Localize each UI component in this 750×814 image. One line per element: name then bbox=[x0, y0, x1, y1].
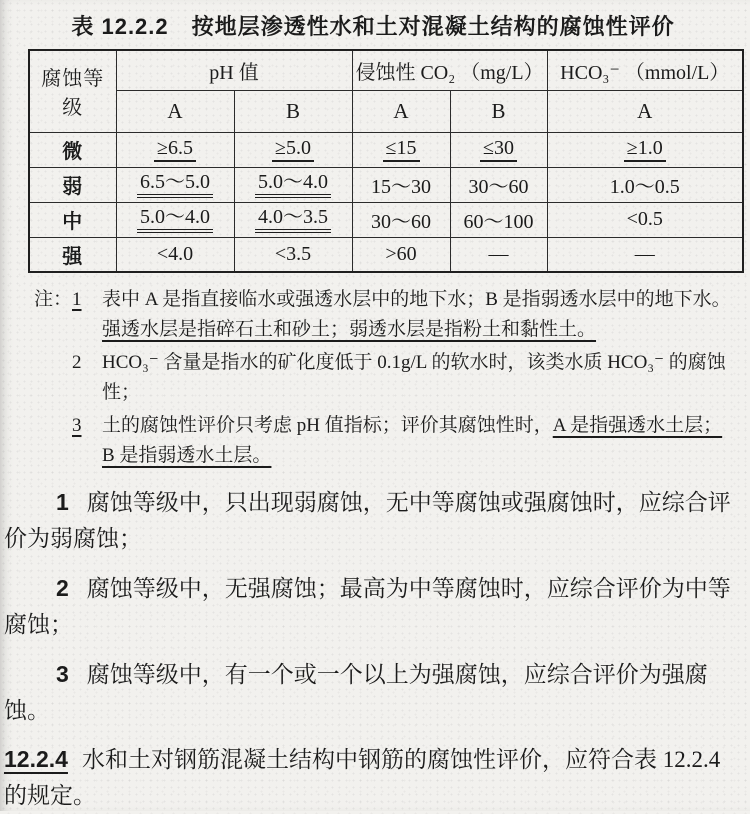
cell-value: ≤15 bbox=[383, 137, 420, 162]
cell-value: <0.5 bbox=[626, 208, 663, 230]
cell-value: 5.0～4.0 bbox=[137, 206, 213, 233]
note-1 bbox=[34, 285, 732, 345]
table-cell bbox=[547, 132, 743, 167]
table-cell bbox=[450, 202, 547, 237]
clause-text: 腐蚀等级中，有一个或一个以上为强腐蚀，应综合评价为强腐蚀。 bbox=[4, 662, 708, 723]
cell-value: <4.0 bbox=[156, 242, 194, 265]
clause-number: 1 bbox=[56, 489, 69, 515]
clause-number: 3 bbox=[56, 661, 69, 687]
note-text bbox=[102, 348, 732, 408]
note-number: 2 bbox=[72, 352, 82, 373]
note-text bbox=[102, 285, 732, 345]
cell-value: 30～60 bbox=[468, 176, 529, 198]
header-ph-group: pH 值 bbox=[116, 50, 352, 90]
clauses-block bbox=[4, 484, 742, 729]
table-header-group-row bbox=[29, 50, 743, 90]
cell-value: 60～100 bbox=[463, 211, 534, 233]
grade-label: 中 bbox=[29, 202, 116, 237]
table-cell bbox=[450, 237, 547, 272]
cell-value: 4.0～3.5 bbox=[255, 206, 331, 233]
table-cell bbox=[234, 167, 352, 202]
table-cell bbox=[116, 237, 234, 272]
note-text-plain: HCO₃⁻ 含量是指水的矿化度低于 0.1g/L 的软水时，该类水质 HCO₃⁻ 的腐蚀性； bbox=[102, 352, 726, 403]
table-cell bbox=[234, 132, 352, 167]
table-cell bbox=[352, 132, 450, 167]
clause-1 bbox=[4, 484, 742, 557]
table-caption: 表 12.2.2 按地层渗透性水和土对混凝土结构的腐蚀性评价 bbox=[71, 14, 675, 39]
section-text: 水和土对钢筋混凝土结构中钢筋的腐蚀性评价，应符合表 12.2.4 的规定。 bbox=[4, 747, 721, 808]
clause-3 bbox=[4, 656, 742, 729]
clause-number: 2 bbox=[56, 575, 69, 601]
table-cell bbox=[116, 202, 234, 237]
table-row-slight bbox=[29, 132, 743, 167]
table-cell bbox=[234, 202, 352, 237]
grade-label: 强 bbox=[29, 237, 116, 272]
header-co2-b: B bbox=[450, 90, 547, 132]
section-12-2-4 bbox=[4, 741, 742, 814]
table-cell bbox=[116, 132, 234, 167]
table-cell bbox=[547, 202, 743, 237]
table-cell bbox=[352, 167, 450, 202]
table-header-sub-row bbox=[29, 90, 743, 132]
cell-value: ≥6.5 bbox=[154, 137, 196, 162]
cell-value: 5.0～4.0 bbox=[255, 171, 331, 198]
cell-value: 15～30 bbox=[371, 176, 432, 198]
table-cell bbox=[116, 167, 234, 202]
notes-block bbox=[34, 285, 732, 471]
clause-text: 腐蚀等级中，无强腐蚀；最高为中等腐蚀时，应综合评价为中等腐蚀； bbox=[4, 576, 731, 637]
note-text-plain: 土的腐蚀性评价只考虑 pH 值指标；评价其腐蚀性时， bbox=[102, 415, 553, 436]
table-cell bbox=[450, 167, 547, 202]
cell-value: 1.0～0.5 bbox=[609, 176, 680, 198]
cell-value: ≥1.0 bbox=[624, 137, 666, 162]
header-co2-a: A bbox=[352, 90, 450, 132]
corrosion-evaluation-table bbox=[28, 49, 744, 273]
cell-value: >60 bbox=[385, 242, 417, 265]
note-text-plain: 表中 A 是指直接临水或强透水层中的地下水；B 是指弱透水层中的地下水。 bbox=[102, 289, 731, 310]
note-text bbox=[102, 411, 732, 471]
table-row-strong bbox=[29, 237, 743, 272]
notes-label: 注： bbox=[34, 289, 73, 310]
cell-value: — bbox=[634, 242, 655, 265]
note-text-underlined: 强透水层是指碎石土和砂土；弱透水层是指粉土和黏性土。 bbox=[102, 319, 597, 340]
grade-label: 微 bbox=[29, 132, 116, 167]
clause-text: 腐蚀等级中，只出现弱腐蚀，无中等腐蚀或强腐蚀时，应综合评价为弱腐蚀； bbox=[4, 490, 731, 551]
cell-value: 30～60 bbox=[371, 211, 432, 233]
note-2 bbox=[34, 348, 732, 408]
cell-value: ≥5.0 bbox=[272, 137, 314, 162]
header-ph-b: B bbox=[234, 90, 352, 132]
note-text-underlined: A 是指强透水土层；B 是指弱透水土层。 bbox=[102, 415, 723, 466]
note-3 bbox=[34, 411, 732, 471]
header-co2-group: 侵蚀性 CO₂ （mg/L） bbox=[352, 50, 547, 90]
header-ph-a: A bbox=[116, 90, 234, 132]
table-cell bbox=[352, 237, 450, 272]
clause-2 bbox=[4, 570, 742, 643]
cell-value: — bbox=[488, 242, 509, 265]
cell-value: <3.5 bbox=[274, 242, 312, 265]
table-cell bbox=[547, 167, 743, 202]
note-number: 3 bbox=[72, 415, 82, 436]
cell-value: 6.5～5.0 bbox=[137, 171, 213, 198]
table-cell bbox=[547, 237, 743, 272]
table-row-medium bbox=[29, 202, 743, 237]
header-hco3-group: HCO₃⁻ （mmol/L） bbox=[547, 50, 743, 90]
table-row-weak bbox=[29, 167, 743, 202]
header-hco3-a: A bbox=[547, 90, 743, 132]
grade-label: 弱 bbox=[29, 167, 116, 202]
table-cell bbox=[234, 237, 352, 272]
table-cell bbox=[352, 202, 450, 237]
section-number: 12.2.4 bbox=[4, 746, 68, 772]
cell-value: ≤30 bbox=[480, 137, 517, 162]
header-corrosion-grade: 腐蚀等级 bbox=[29, 50, 116, 132]
note-number: 1 bbox=[72, 289, 82, 310]
table-cell bbox=[450, 132, 547, 167]
